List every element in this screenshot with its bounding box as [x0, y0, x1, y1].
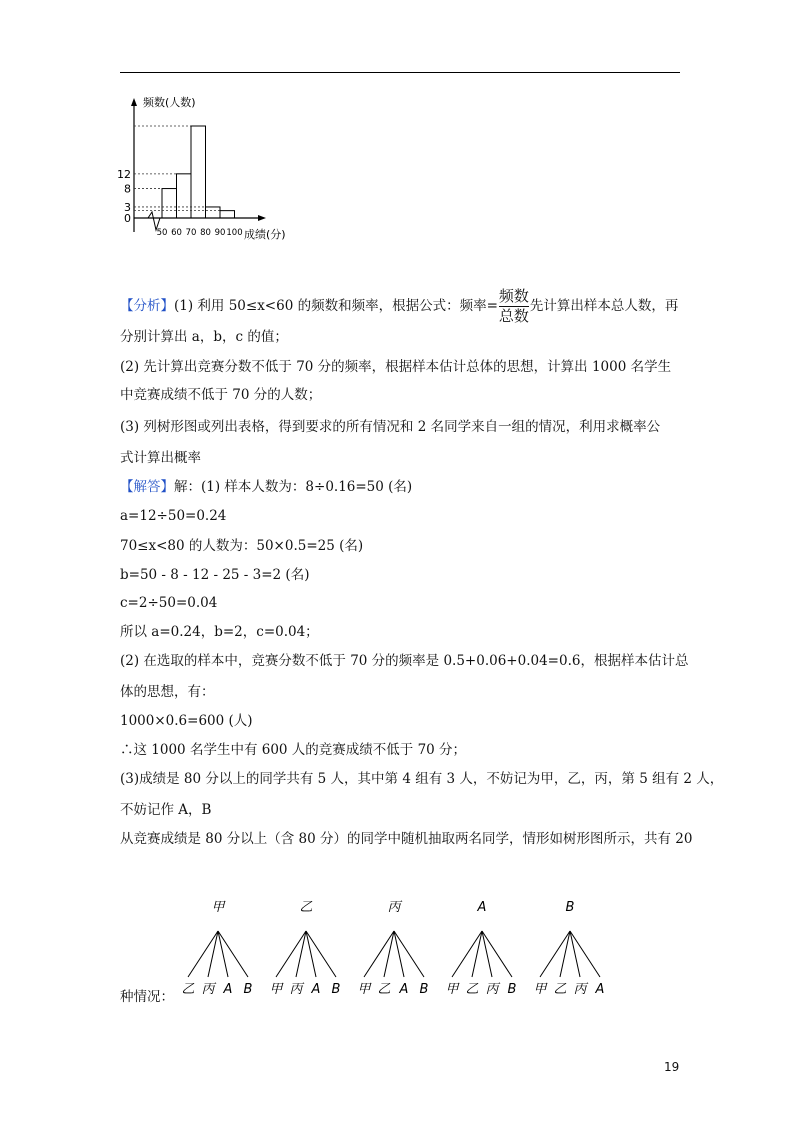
solution-line-12: 不妨记作 A，B	[120, 802, 212, 818]
tree-leaf-label: A	[399, 982, 409, 997]
x-tick-label: 50	[156, 228, 168, 238]
solution-line-3: 70≤x<80 的人数为：50×0.5=25 (名)	[120, 538, 364, 554]
tree-root-label: B	[565, 900, 575, 915]
solution-line-11: (3)成绩是 80 分以上的同学共有 5 人，其中第 4 组有 3 人，不妨记为甲，乙，丙，第 5 组有 2 人，	[120, 771, 724, 787]
solution-line-1	[120, 478, 412, 496]
histogram-bar	[177, 174, 192, 218]
tree-leaf-label: 甲	[533, 982, 547, 997]
histogram-bar	[162, 189, 177, 218]
y-tick-label: 8	[124, 182, 131, 196]
x-tick-label: 90	[214, 228, 226, 238]
histogram-chart	[110, 92, 310, 252]
frequency-formula	[499, 288, 529, 325]
analysis-tag: 【分析】	[120, 298, 174, 314]
solution-line-4: b=50 - 8 - 12 - 25 - 3=2 (名)	[120, 567, 310, 583]
tree-leaf-label: 乙	[465, 982, 479, 997]
tree-branch	[269, 900, 340, 997]
tree-leaf-label: 乙	[377, 982, 391, 997]
x-tick-label: 100	[226, 228, 243, 238]
tree-leaf-label: 丙	[201, 982, 215, 997]
tree-leaf-label: 甲	[445, 982, 459, 997]
tree-leaf-label: 丙	[485, 982, 499, 997]
solution-line-10: ∴这 1000 名学生中有 600 人的竞赛成绩不低于 70 分；	[120, 742, 467, 758]
tree-leaf-label: B	[419, 982, 429, 997]
x-tick-label: 80	[200, 228, 211, 238]
x-tick-label: 60	[171, 228, 182, 238]
y-tick-label: 3	[124, 200, 131, 214]
tree-leaf-label: A	[595, 982, 605, 997]
tree-branch	[357, 900, 428, 997]
tree-leaf-label: 丙	[573, 982, 587, 997]
histogram-bar	[191, 126, 206, 218]
analysis-line-6: 式计算出概率	[120, 450, 201, 466]
y-axis-label: 频数(人数)	[143, 96, 196, 109]
solution-line-9: 1000×0.6=600 (人)	[120, 713, 253, 729]
histogram-bar	[220, 211, 235, 218]
frac-numerator: 频数	[498, 287, 529, 305]
x-axis-label: 成绩(分)	[244, 228, 286, 241]
solution-text-1: 解：(1) 样本人数为：8÷0.16=50 (名)	[174, 479, 413, 495]
histogram-bar	[206, 207, 221, 218]
tree-leaf-label: A	[223, 982, 233, 997]
analysis-line-2: 分别计算出 a，b，c 的值；	[120, 329, 288, 345]
frac-denominator: 总数	[498, 307, 529, 325]
tree-leaf-label: B	[243, 982, 253, 997]
tree-leaf-label: B	[507, 982, 517, 997]
tree-branch	[445, 900, 516, 997]
page-number: 19	[664, 1060, 680, 1074]
analysis-line-1	[120, 288, 678, 325]
x-axis-arrow	[258, 215, 266, 221]
tree-root-label: 丙	[387, 900, 401, 915]
solution-line-8: 体的思想，有：	[120, 684, 215, 700]
tree-branch	[181, 900, 252, 997]
tree-root-label: 甲	[211, 900, 225, 915]
tree-leaf-label: 甲	[269, 982, 283, 997]
tree-diagram	[170, 895, 620, 1010]
solution-line-6: 所以 a=0.24，b=2，c=0.04；	[120, 624, 319, 640]
tree-leaf-label: 乙	[181, 982, 195, 997]
header-rule	[120, 72, 680, 73]
y-tick-label: 0	[124, 212, 131, 225]
solution-line-14: 种情况：	[120, 989, 174, 1005]
analysis-text-1b: 先计算出样本总人数，再	[529, 298, 679, 314]
analysis-line-5: (3) 列树形图或列出表格，得到要求的所有情况和 2 名同学来自一组的情况，利用求概率公	[120, 419, 661, 435]
y-axis-arrow	[131, 98, 137, 106]
solution-line-7: (2) 在选取的样本中，竞赛分数不低于 70 分的频率是 0.5+0.06+0.04=0.6，根据样本估计总	[120, 653, 689, 669]
solution-line-13: 从竞赛成绩是 80 分以上（含 80 分）的同学中随机抽取两名同学，情形如树形图所示，共有 20	[120, 831, 693, 847]
solution-line-2: a=12÷50=0.24	[120, 508, 227, 524]
solution-tag: 【解答】	[120, 479, 174, 495]
analysis-line-3: (2) 先计算出竞赛分数不低于 70 分的频率，根据样本估计总体的思想，计算出 1000 名学生	[120, 359, 672, 375]
tree-leaf-label: 乙	[553, 982, 567, 997]
tree-root-label: 乙	[299, 900, 313, 915]
tree-branch	[533, 900, 604, 997]
analysis-line-4: 中竞赛成绩不低于 70 分的人数；	[120, 387, 322, 403]
solution-line-5: c=2÷50=0.04	[120, 595, 218, 611]
analysis-text-1a: (1) 利用 50≤x<60 的频数和频率，根据公式：频率=	[174, 298, 498, 314]
y-tick-label: 12	[117, 167, 131, 181]
tree-leaf-label: 甲	[357, 982, 371, 997]
tree-leaf-label: 丙	[289, 982, 303, 997]
tree-leaf-label: A	[311, 982, 321, 997]
x-tick-label: 70	[185, 228, 197, 238]
tree-root-label: A	[477, 900, 487, 915]
tree-leaf-label: B	[331, 982, 341, 997]
